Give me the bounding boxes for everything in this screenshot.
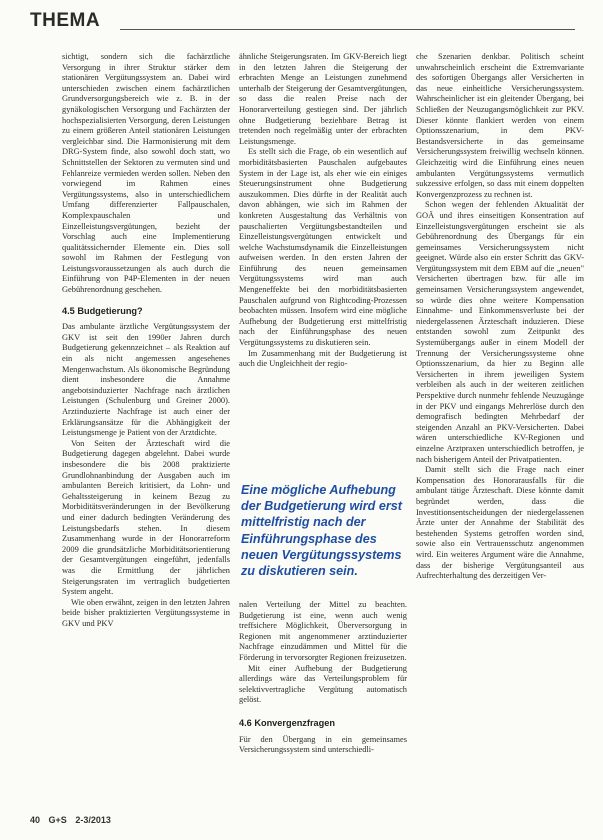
section-heading-konvergenzfragen: 4.6 Konvergenzfragen xyxy=(239,717,335,728)
page-footer xyxy=(30,815,117,829)
journal-name: G+S xyxy=(48,815,67,825)
paragraph: Für den Übergang in ein gemeinsames Versicherungssystem sind unterschiedli- xyxy=(239,734,407,755)
paragraph: Mit einer Aufhebung der Budgetierung allerdings wäre das Verteilungsproblem für selektivvertragliche Vergütung automatisch gelöst. xyxy=(239,663,407,705)
paragraph: nalen Verteilung der Mittel zu beachten. Budgetierung ist eine, wenn auch wenig treffsichere Möglichkeit, Überversorgung in Regionen mit angenommener arztinduzierter Nachfrage einzudämmen und Mittel für die Förderung in tervorsorgter Regionen freizusetzen. xyxy=(239,600,407,662)
paragraph: Es stellt sich die Frage, ob ein wesentlich auf morbiditätsbasierten Pauschalen aufgebautes System in der Lage ist, als eher wie ein einiges Steuerungsinstrument ohne Budgetierung auszukommen. Dies dürfte in der Realität auch davon abhängen, wie sich im Rahmen der konkreten Ausgestaltung das Verhältnis von pauschalierten Vergütungsbestandteilen und Einzelleistungsvergütungen entwickelt und welche Wachstumsdynamik die Einzelleistungen aufweisen werden. In den ersten Jahren der Einführung des neuen gemeinsamen Vergütungssystems wird man auch Mengeneffekte bei den morbiditätsbasierten Pauschalen aufgrund von Rightcoding-Prozessen beobachten müssen. Insofern wird eine mögliche Aufhebung der Budgetierung erst mittelfristig nach der Einführungsphase des neuen Vergütungssystems zu diskutieren sein. xyxy=(239,147,407,348)
paragraph: Von Seiten der Ärzteschaft wird die Budgetierung dagegen abgelehnt. Dabei wurde insbesondere die bis 2008 praktizierte Grundlohnanbindung der Ausgaben auch im ambulanten Bereich kritisiert, da Lohn- und Gehaltssteigerung in keinem Bezug zu Morbiditätsveränderungen in der Bevölkerung und einer dadurch bedingten Veränderung des Leistungsbedarfs stehen. In diesem Zusammenhang wurde in der Honorarreform 2009 die grundsätzliche Morbiditätsorientierung der Gesamtvergütungen eingeführt, jedenfalls was die Ermittlung der jährlichen Steigerungsraten im vertraglich budgetierten System angeht. xyxy=(62,438,230,597)
paragraph: Wie oben erwähnt, zeigen in den letzten Jahren beide bisher praktizierten Vergütungssysteme in GKV und PKV xyxy=(62,597,230,628)
paragraph: ähnliche Steigerungsraten. Im GKV-Bereich liegt in den letzten Jahren die Steigerung der erbrachten Menge an Leistungen zunehmend unterhalb der Steigerung der Gesamtvergütungen, so dass die realen Preise nach der Honorarverteilung gestiegen sind. Der jährlich ohne Budgetierung beziehbare Betrag ist tretenden noch regelmäßig unter der erbrachten Leistungsmenge. xyxy=(239,52,407,146)
section-heading-budgetierung: 4.5 Budgetierung? xyxy=(62,305,143,316)
paragraph: sichtigt, sondern sich die fachärztliche Versorgung in ihrer Struktur stärker dem stationären Vergütungssystem an. Dabei wird unterschieden zwischen einem fachärztlichen Grundversorgungsbereich wie z. B. in der gynäkologischen Versorgung und Fachärzten der hochspezialisierten Versorgung, deren Leistungen zu einem größeren Anteil stationären Leistungen vergleichbar sind. Die Harmonisierung mit dem DRG-System finde, also sowohl doch statt, wo Schnittstellen der Sektoren zu vermuten sind und Fehlanreize vermieden werden sollen. Neben den vorwiegend im Rahmen eines Vergütungssystems, also in unterschiedlichem Umfang differenzierter Fallpauschalen, Komplexpauschalen und Einzelleistungsvergütungen, bezieht der Vorschlag auch eine Implementierung qualitätssichernder Elemente ein. Dies soll sowohl im Rahmen der Festlegung von Leistungsvoraussetzungen als auch durch die Einführung von P4P-Elementen in der neuen Gebührenordnung geschehen. xyxy=(62,52,230,295)
column-2-bottom xyxy=(239,600,407,756)
paragraph: Schon wegen der fehlenden Aktualität der GOÄ und ihres einseitigen Konsentration auf Einzelleistungsvergütungen erscheint sie als Gebührenordnung des Übergangs für ein gemeinsames Versicherungssystem nicht geeignet. Würde also ein erster Schritt das GKV-Vergütungssystem mit dem EBM auf die „neuen" Versicherten übertragen bzw. für alle im gemeinsamen Versicherungssystem angewendet, so würde dies ohne weitere Kompensation Einnahme- und Einkommensverluste bei der niedergelassenen Ärzteschaft induzieren. Diese entstanden sowohl zum Zeitpunkt des Systemübergangs außer in einem Modell der Trennung der Versicherungssysteme ohne Optionsszenarium, da hier zu Beginn alle Versicherten in ihrem jeweiligen System verbleiben als auch in der weiteren zeitlichen Perspektive durch nunmehr fehlende Neuzugänge in der PKV und eingangs Mehrerlöse durch den demografisch bedingten Mehrbedarf der steigenden Anzahl an PKV-Versicherten. Dabei wären unterschiedliche KV-Regionen und einzelne Arztpraxen unterschiedlich betroffen, je nach bisherigem Anteil der Privatpatienten. xyxy=(416,200,584,464)
paragraph: Damit stellt sich die Frage nach einer Kompensation des Honorarausfalls für die ambulant tätige Ärzteschaft. Diese könnte damit begründet werden, dass die Investitionsentscheidungen der niedergelassenen Ärzte unter der Annahme der Stabilität des bestehenden Systems getroffen worden sind, sowie also ein Vertrauensschutz angenommen wird. Ein weiteres Argument wäre die Annahme, dass der bisherige Vergütungsanteil aus Aufrechterhaltung des derzeitigen Ver- xyxy=(416,465,584,581)
page-header xyxy=(0,0,603,42)
paragraph: Im Zusammenhang mit der Budgetierung ist auch die Ungleichheit der regio- xyxy=(239,348,407,369)
column-3 xyxy=(416,52,584,820)
journal-issue: 2-3/2013 xyxy=(75,815,111,825)
section-title: THEMA xyxy=(30,10,101,31)
page-number: 40 xyxy=(30,815,41,825)
header-rule xyxy=(120,29,575,30)
paragraph: che Szenarien denkbar. Politisch scheint unwahrscheinlich erscheint die Extremvariante des sofortigen Übergangs aller Versicherten in das neue einheitliche Versicherungssystem. Wahrscheinlicher ist ein gleitender Übergang, bei Schließen der Neuzugangsmöglichkeit zur PKV. Dieser könnte flankiert werden von einem Optionsszenarium, in dem PKV-Bestandsversicherte in das gemeinsame Versicherungssystem freiwillig wechseln können. Gleichzeitig wird die Einführung eines neuen ambulanten Vergütungssystems vermutlich sukzessive erfolgen, so dass mit einem doppelten Konvergenzprozess zu rechnen ist. xyxy=(416,52,584,199)
column-1 xyxy=(62,52,230,820)
column-2 xyxy=(239,52,407,477)
pull-quote: Eine mögliche Aufhebung der Budgetierung wird erst mittelfristig nach der Einführungsphase des neuen Vergütungssystems zu diskutieren sein. xyxy=(241,482,417,592)
paragraph: Das ambulante ärztliche Vergütungssystem der GKV ist seit den 1990er Jahren durch Budgetierung gekennzeichnet – als Reaktion auf ein als nicht angemessen angesehenes Mengenwachstum. Als ökonomische Begründung dient insbesondere die Annahme angebotsinduzierter Nachfrage nach ärztlichen Leistungen (Schulenburg und Greiner 2000). Arztinduzierte Nachfrage ist auch einer der Erklärungsansätze für die Abhängigkeit der Leistungsmenge je Patient von der Arztdichte. xyxy=(62,322,230,438)
